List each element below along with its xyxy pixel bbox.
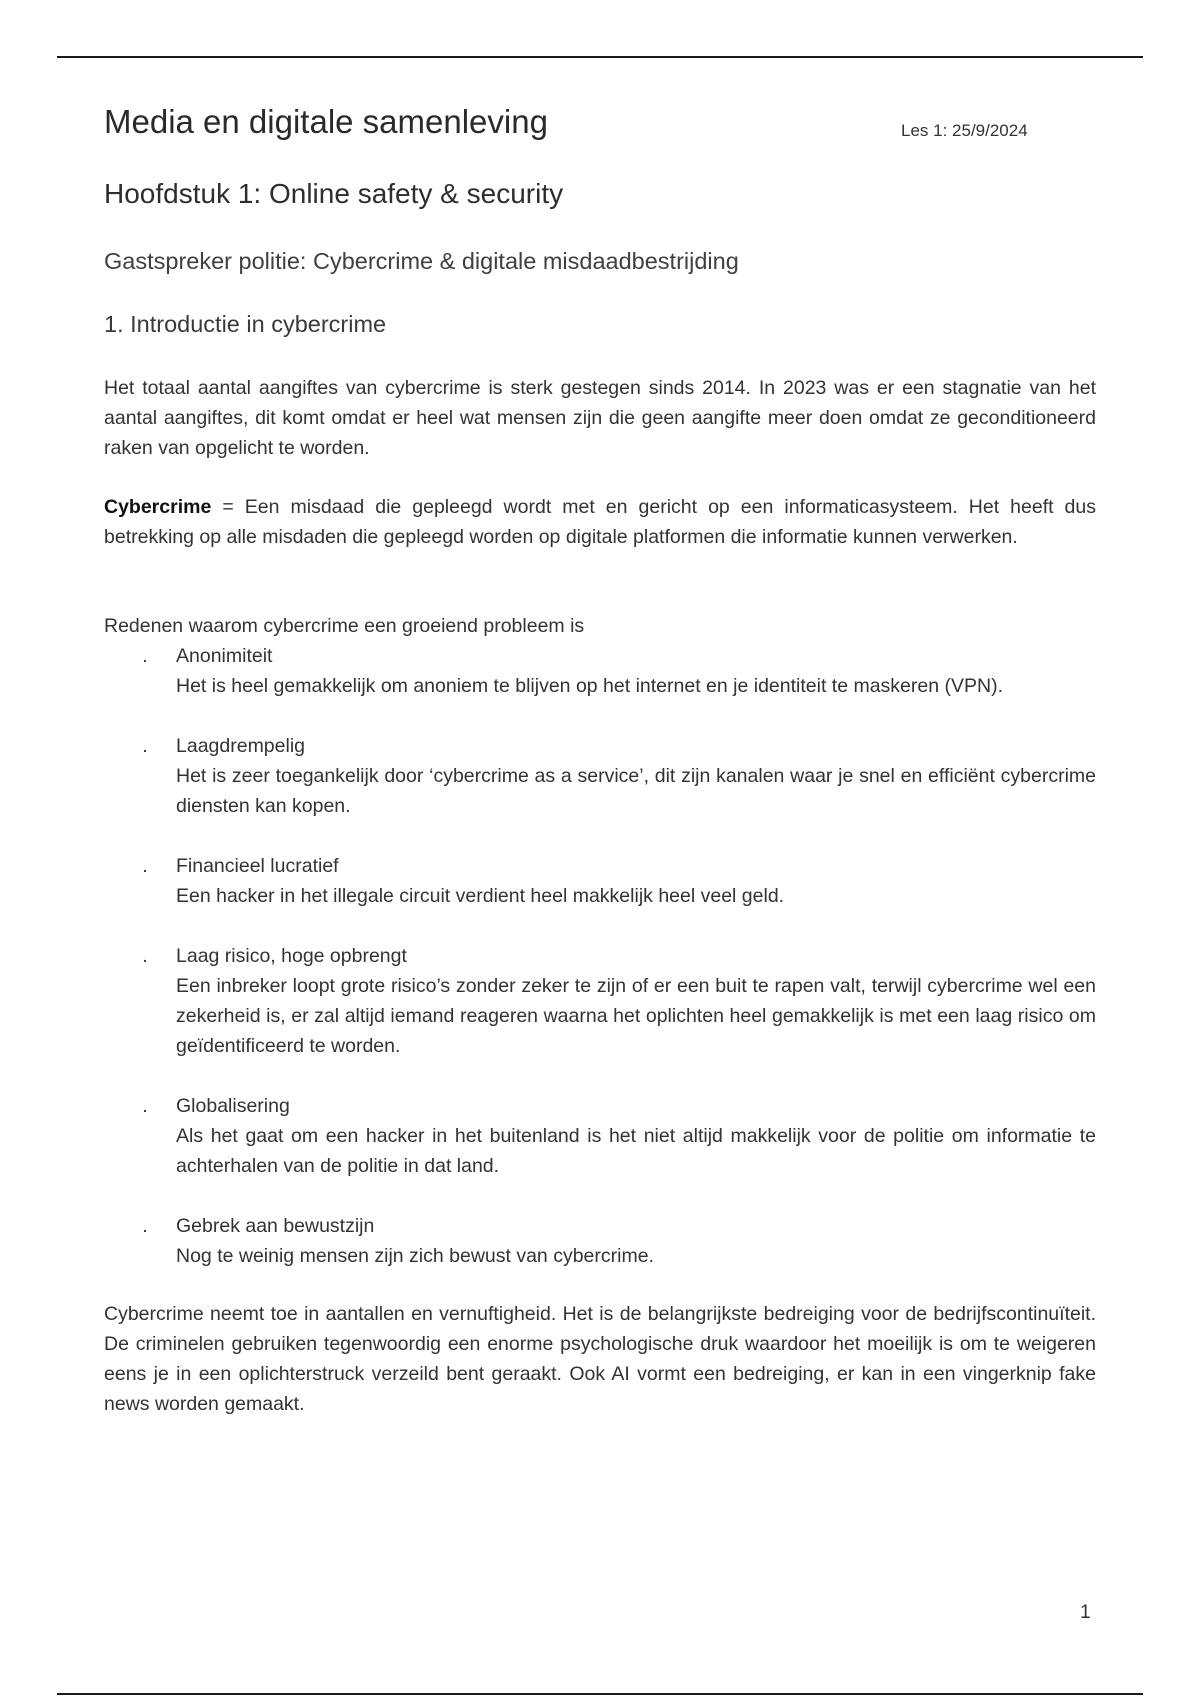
list-item — [104, 731, 1096, 821]
top-rule — [57, 56, 1143, 58]
chapter-heading: Hoofdstuk 1: Online safety & security — [104, 178, 564, 209]
list-item — [104, 1211, 1096, 1271]
section-heading: 1. Introductie in cybercrime — [104, 311, 387, 337]
title-row — [104, 103, 1096, 147]
bullet-icon: . — [142, 1095, 148, 1117]
reason-title: Globalisering — [176, 1095, 290, 1117]
bottom-rule — [57, 1693, 1143, 1695]
reason-description: Het is zeer toegankelijk door ‘cybercrime as a service’, dit zijn kanalen waar je snel en efficiënt cybercrime diensten kan kopen. — [176, 765, 1096, 817]
bullet-icon: . — [142, 855, 148, 877]
reason-title: Anonimiteit — [176, 645, 273, 667]
bullet-icon: . — [142, 735, 148, 757]
list-item — [104, 941, 1096, 1061]
definition-text: = Een misdaad die gepleegd wordt met en gericht op een informaticasysteem. Het heeft dus betrekking op alle misdaden die gepleegd worden op digitale platformen die informatie kunnen verwerken. — [104, 496, 1096, 548]
list-item — [104, 851, 1096, 911]
definition-paragraph — [104, 492, 1096, 552]
reason-description: Een hacker in het illegale circuit verdient heel makkelijk heel veel geld. — [176, 885, 785, 907]
reasons-lead: Redenen waarom cybercrime een groeiend probleem is — [104, 615, 585, 637]
page-number: 1 — [1080, 1602, 1091, 1623]
reason-description: Als het gaat om een hacker in het buitenland is het niet altijd makkelijk voor de politie om informatie te achterhalen van de politie in dat land. — [176, 1125, 1096, 1177]
intro-paragraph: Het totaal aantal aangiftes van cybercrime is sterk gestegen sinds 2014. In 2023 was er een stagnatie van het aantal aangiftes, dit komt omdat er heel wat mensen zijn die geen aangifte meer doen omdat ze geconditioneerd raken van opgelicht te worden. — [104, 377, 1096, 459]
reason-title: Gebrek aan bewustzijn — [176, 1215, 375, 1237]
list-item — [104, 641, 1096, 701]
reason-description: Nog te weinig mensen zijn zich bewust van cybercrime. — [176, 1245, 654, 1267]
chapter-subheading: Gastspreker politie: Cybercrime & digitale misdaadbestrijding — [104, 248, 739, 274]
definition-term: Cybercrime — [104, 496, 212, 518]
document-title: Media en digitale samenleving — [104, 103, 548, 140]
bullet-icon: . — [142, 945, 148, 967]
reason-title: Financieel lucratief — [176, 855, 339, 877]
lesson-date: Les 1: 25/9/2024 — [901, 121, 1028, 140]
reason-description: Het is heel gemakkelijk om anoniem te blijven op het internet en je identiteit te maskeren (VPN). — [176, 675, 1003, 697]
reason-title: Laagdrempelig — [176, 735, 306, 757]
bullet-icon: . — [142, 645, 148, 667]
reasons-list — [104, 641, 1096, 1301]
bullet-icon: . — [142, 1215, 148, 1237]
reason-title: Laag risico, hoge opbrengt — [176, 945, 407, 967]
list-item — [104, 1091, 1096, 1181]
conclusion-paragraph: Cybercrime neemt toe in aantallen en vernuftigheid. Het is de belangrijkste bedreiging voor de bedrijfscontinuïteit. De criminelen gebruiken tegenwoordig een enorme psychologische druk waardoor het moeilijk is om te weigeren eens je in een oplichterstruck verzeild bent geraakt. Ook AI vormt een bedreiging, er kan in een vingerknip fake news worden gemaakt. — [104, 1303, 1096, 1415]
reason-description: Een inbreker loopt grote risico’s zonder zeker te zijn of er een buit te rapen valt, terwijl cybercrime wel een zekerheid is, er zal altijd iemand reageren waarna het oplichten heel gemakkelijk is met een laag risico om geïdentificeerd te worden. — [176, 975, 1096, 1057]
